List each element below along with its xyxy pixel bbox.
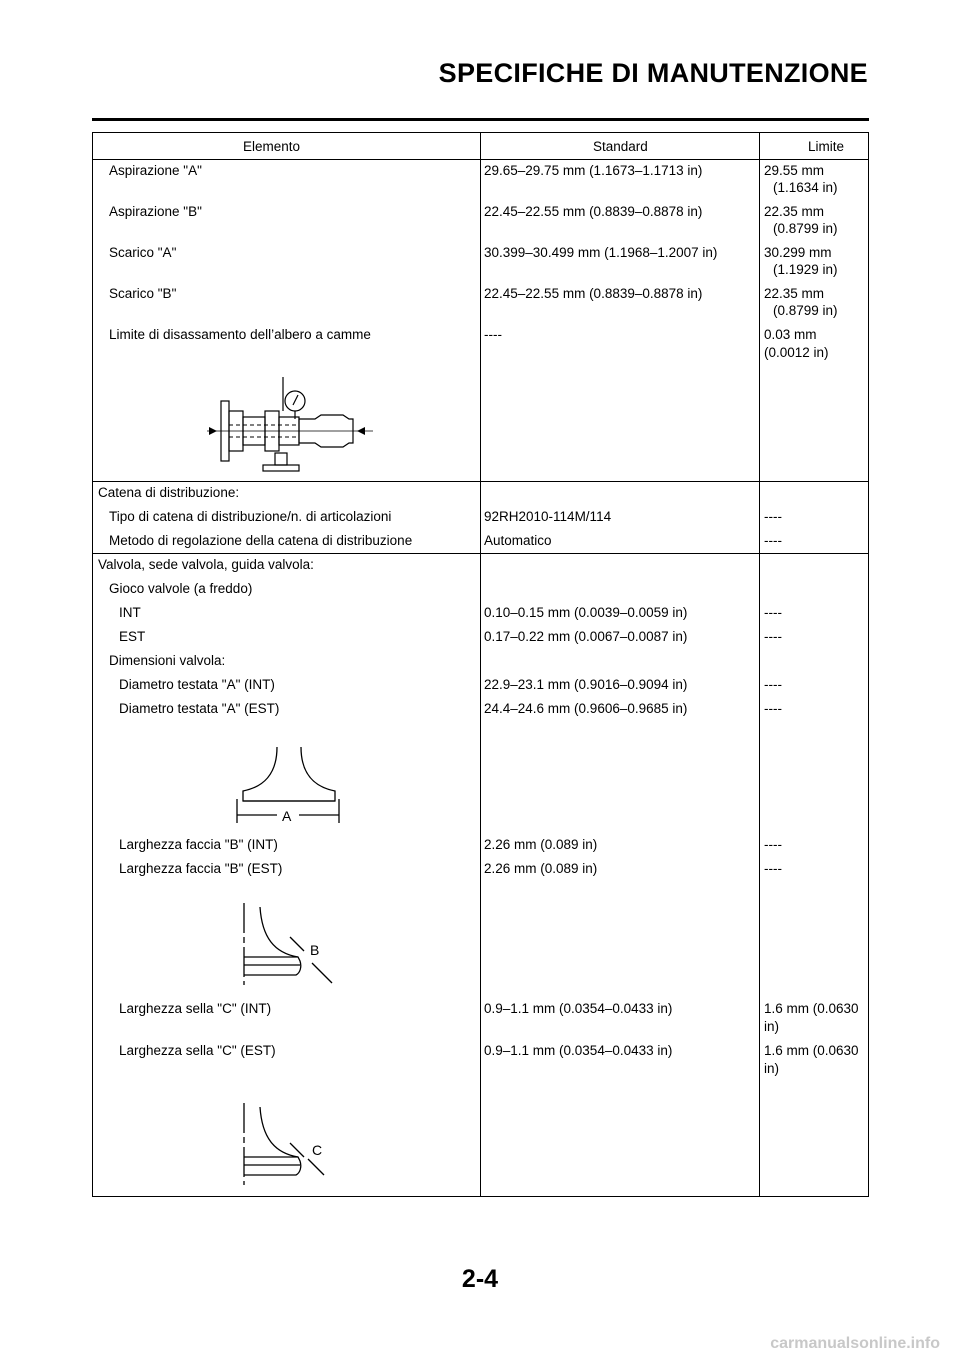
row-standard: 0.9–1.1 mm (0.0354–0.0433 in) (484, 1001, 673, 1016)
spec-table (92, 132, 869, 1197)
row-limit: ---- (764, 837, 782, 852)
row-item: INT (119, 605, 141, 620)
row-limit-unit: (1.1929 in) (773, 262, 838, 277)
row-item: Tipo di catena di distribuzione/n. di articolazioni (109, 509, 392, 524)
title-rule (92, 118, 869, 121)
row-limit-unit: (1.1634 in) (773, 180, 838, 195)
row-item: Scarico "A" (109, 245, 177, 260)
row-limit: 1.6 mm (0.0630 (764, 1001, 859, 1016)
row-limit: ---- (764, 861, 782, 876)
row-item: Larghezza sella "C" (INT) (119, 1001, 272, 1016)
row-item: Diametro testata "A" (EST) (119, 701, 280, 716)
row-item: Larghezza sella "C" (EST) (119, 1043, 276, 1058)
row-standard: 92RH2010-114M/114 (484, 509, 612, 524)
row-limit: ---- (764, 701, 782, 716)
row-limit: ---- (764, 605, 782, 620)
row-standard: 0.10–0.15 mm (0.0039–0.0059 in) (484, 605, 688, 620)
valve-face-width-diagram (238, 901, 338, 985)
camshaft-runout-diagram (203, 373, 383, 483)
row-standard: 0.17–0.22 mm (0.0067–0.0087 in) (484, 629, 688, 644)
valve-seat-label: C (312, 1142, 323, 1158)
column-divider (759, 133, 760, 1196)
row-limit: 1.6 mm (0.0630 (764, 1043, 859, 1058)
row-item: Scarico "B" (109, 286, 177, 301)
row-standard: 2.26 mm (0.089 in) (484, 837, 598, 852)
row-limit-unit: (0.8799 in) (773, 221, 838, 236)
section-rule (93, 481, 868, 482)
row-limit: 30.299 mm (764, 245, 832, 260)
row-limit: ---- (764, 677, 782, 692)
row-item: Aspirazione "B" (109, 204, 202, 219)
row-limit: 29.55 mm (764, 163, 825, 178)
row-limit: ---- (764, 629, 782, 644)
row-limit-unit: in) (764, 1019, 780, 1034)
valve-face-label: B (310, 942, 320, 958)
row-standard: 30.399–30.499 mm (1.1968–1.2007 in) (484, 245, 718, 260)
watermark: carmanualsonline.info (770, 1335, 940, 1352)
section-heading: Catena di distribuzione: (98, 485, 240, 500)
row-item: Diametro testata "A" (INT) (119, 677, 275, 692)
row-limit-unit: (0.8799 in) (773, 303, 838, 318)
header-limite: Limite (808, 139, 845, 154)
header-rule (93, 159, 868, 160)
page-title: SPECIFICHE DI MANUTENZIONE (438, 58, 868, 88)
subsection-heading: Dimensioni valvola: (109, 653, 226, 668)
row-standard: 24.4–24.6 mm (0.9606–0.9685 in) (484, 701, 688, 716)
row-limit: ---- (764, 509, 782, 524)
row-limit: 22.35 mm (764, 286, 825, 301)
valve-head-label: A (282, 808, 292, 824)
valve-head-diameter-diagram (233, 745, 343, 825)
section-heading: Valvola, sede valvola, guida valvola: (98, 557, 314, 572)
row-standard: ---- (484, 327, 502, 342)
row-standard: 22.45–22.55 mm (0.8839–0.8878 in) (484, 204, 703, 219)
row-limit: 0.03 mm (764, 327, 817, 342)
row-standard: 22.9–23.1 mm (0.9016–0.9094 in) (484, 677, 688, 692)
valve-seat-width-diagram (238, 1101, 338, 1185)
row-item: Metodo di regolazione della catena di distribuzione (109, 533, 413, 548)
row-item: Aspirazione "A" (109, 163, 202, 178)
column-divider (480, 133, 481, 1196)
row-standard: 0.9–1.1 mm (0.0354–0.0433 in) (484, 1043, 673, 1058)
page-number: 2-4 (461, 1265, 499, 1293)
header-elemento: Elemento (243, 139, 301, 154)
header-standard: Standard (593, 139, 648, 154)
section-rule (93, 553, 868, 554)
row-item: Limite di disassamento dell’albero a camme (109, 327, 371, 342)
subsection-heading: Gioco valvole (a freddo) (109, 581, 253, 596)
row-limit: 22.35 mm (764, 204, 825, 219)
row-limit-unit: (0.0012 in) (764, 345, 829, 360)
row-limit: ---- (764, 533, 782, 548)
row-limit-unit: in) (764, 1061, 780, 1076)
row-standard: 29.65–29.75 mm (1.1673–1.1713 in) (484, 163, 703, 178)
row-item: Larghezza faccia "B" (INT) (119, 837, 278, 852)
row-standard: 22.45–22.55 mm (0.8839–0.8878 in) (484, 286, 703, 301)
row-item: EST (119, 629, 146, 644)
row-item: Larghezza faccia "B" (EST) (119, 861, 283, 876)
row-standard: 2.26 mm (0.089 in) (484, 861, 598, 876)
row-standard: Automatico (484, 533, 552, 548)
